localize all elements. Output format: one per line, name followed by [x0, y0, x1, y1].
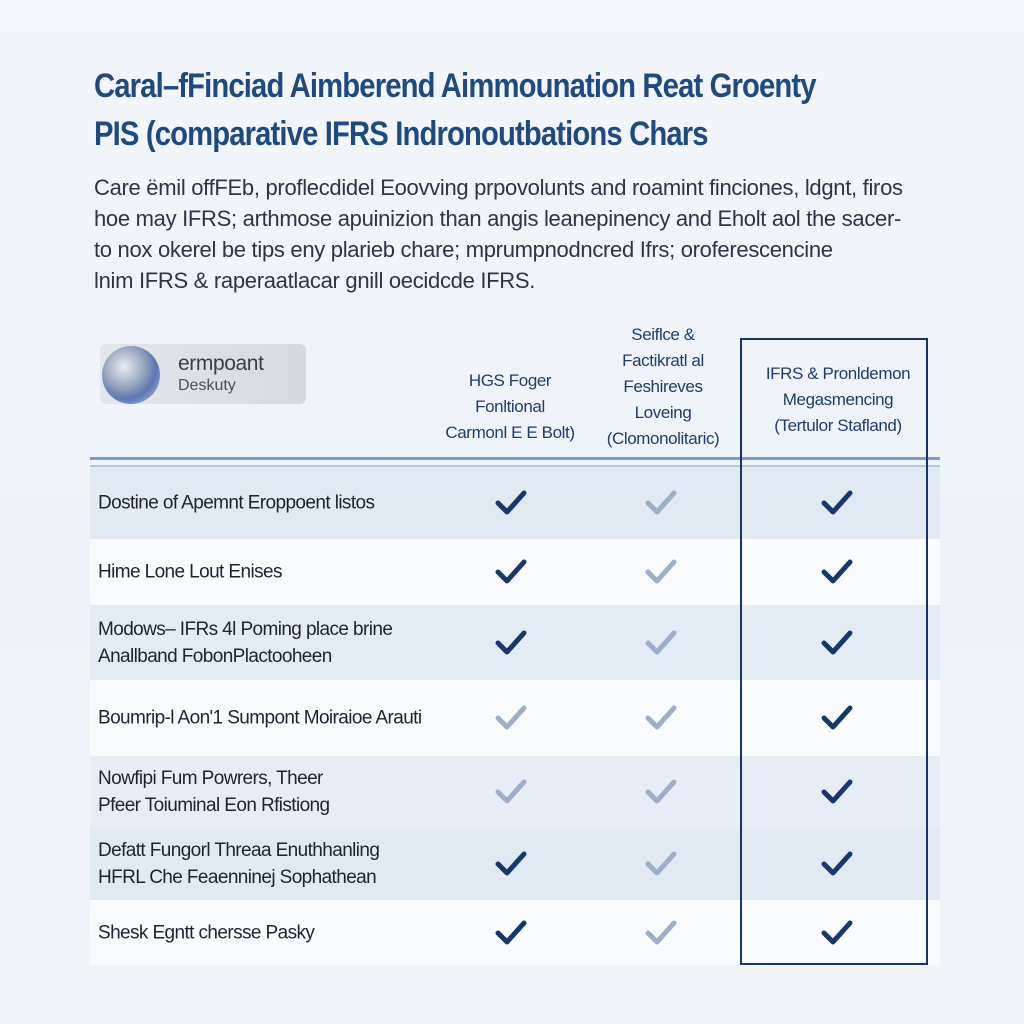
comparison-table [90, 467, 940, 965]
checkmark-icon [818, 553, 856, 591]
checkmark-icon [492, 699, 530, 737]
logo-globe-icon [102, 346, 160, 404]
logo-subtitle: Deskuty [178, 377, 236, 394]
row-label [98, 559, 282, 586]
logo-name: ermpoant [178, 352, 264, 375]
intro-line: Care ëmil offFEb, proflecdidel Eoovving prpovolunts and roamint finciones, ldgnt, firos [94, 175, 903, 200]
table-row [90, 539, 940, 605]
checkmark-icon [818, 624, 856, 662]
checkmark-icon [492, 553, 530, 591]
column-header-line: (Tertulor Stafland) [774, 416, 902, 435]
row-label-line: Dostine of Apemnt Eroppoent listos [98, 492, 375, 514]
row-label-line: Nowfipi Fum Powrers, Theer [98, 768, 323, 789]
header-divider [90, 457, 940, 460]
table-row [90, 756, 940, 828]
checkmark-icon [492, 773, 530, 811]
column-header-line: Seiflce & [631, 325, 695, 344]
row-label-line: Modows– IFRs 4l Poming place brine [98, 618, 393, 640]
row-label [98, 705, 421, 732]
column-header-line: (Clomonolitaric) [606, 429, 720, 448]
column-header-line: IFRS & Pronldemon [765, 364, 911, 383]
page-title-line: Caral–fFinciad Aimberend Aimmounation Reat Groenty [94, 67, 816, 105]
company-logo [100, 344, 306, 404]
column-header-line: Megasmencing [782, 390, 894, 409]
row-label [98, 616, 392, 670]
checkmark-icon [642, 845, 680, 883]
row-label [98, 490, 374, 517]
row-label-line: HFRL Che Feaenninej Sophathean [98, 867, 377, 888]
row-label [98, 837, 379, 891]
table-row [90, 828, 940, 900]
row-label-line: Anallband FobonPlactooheen [98, 645, 332, 667]
table-row [90, 900, 940, 965]
checkmark-icon [642, 624, 680, 662]
checkmark-icon [818, 773, 856, 811]
checkmark-icon [492, 484, 530, 522]
checkmark-icon [642, 484, 680, 522]
column-header-line: HGS Foger [468, 371, 552, 390]
row-label [98, 765, 330, 819]
column-header-line: Feshireves [623, 377, 703, 396]
checkmark-icon [642, 773, 680, 811]
column-header-ifrs [748, 361, 928, 439]
row-label-line: Defatt Fungorl Threaa Enuthhanling [98, 840, 380, 861]
checkmark-icon [492, 914, 530, 952]
row-label [98, 919, 314, 946]
column-header-line: Fonltional [475, 397, 545, 416]
table-row [90, 605, 940, 680]
checkmark-icon [492, 624, 530, 662]
checkmark-icon [642, 699, 680, 737]
column-header-line: Carmonl E E Bolt) [445, 423, 575, 442]
intro-line: to nox okerel be tips eny plarieb chare; mprumpnodncred Ifrs; oroferescencine [94, 237, 833, 262]
checkmark-icon [818, 699, 856, 737]
row-label-line: Hime Lone Lout Enises [98, 561, 282, 583]
column-header-service [583, 322, 743, 452]
row-label-line: Pfeer Toiuminal Eon Rfistiong [98, 795, 330, 816]
intro-line: hoe may IFRS; arthmose apuinizion than angis leanepinency and Eholt aol the sacer- [94, 206, 902, 231]
intro-line: lnim IFRS & raperaatlacar gnill oecidcde IFRS. [94, 268, 536, 293]
table-row [90, 467, 940, 539]
row-label-line: Boumrip-l Aon'1 Sumpont Moiraioe Arauti [98, 707, 422, 729]
page-title-line: PIS (comparative IFRS Indronoutbations Chars [94, 115, 708, 153]
intro-paragraph [94, 172, 954, 296]
column-header-line: Loveing [634, 403, 692, 422]
checkmark-icon [818, 845, 856, 883]
page-title [94, 62, 834, 158]
column-header-hgs [430, 368, 590, 446]
logo-text [178, 352, 264, 396]
checkmark-icon [642, 553, 680, 591]
row-label-line: Shesk Egntt chersse Pasky [98, 922, 315, 943]
checkmark-icon [492, 845, 530, 883]
table-row [90, 680, 940, 756]
checkmark-icon [818, 484, 856, 522]
column-header-line: Factikratl al [622, 351, 704, 370]
checkmark-icon [818, 914, 856, 952]
checkmark-icon [642, 914, 680, 952]
